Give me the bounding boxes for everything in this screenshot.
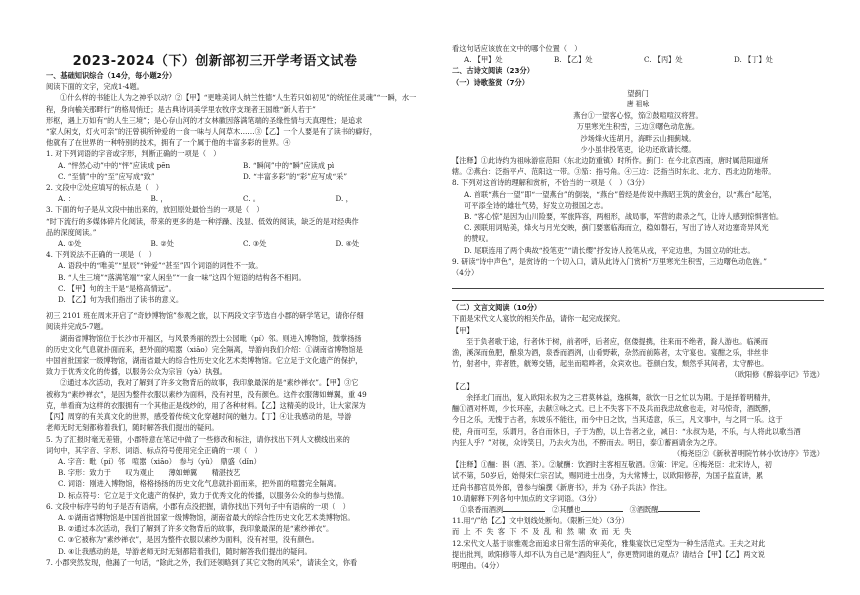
question-6: 6. 文段中标序号的句子是否有语病，小郡有点没把握，请你找出下列句子中有语病的一项（ ） xyxy=(46,501,350,511)
source-citation: （梅尧臣②《新秋普明院竹林小饮诗序》节选） xyxy=(673,448,824,458)
option-a: A. “怦然心动”中的“怦”应读成 pēn xyxy=(58,160,171,170)
question-4: 4. 下列说法不正确的一项是（ ） xyxy=(46,250,156,260)
option-d: D. ④让我感动的是，导游老师无时无刻都陪着我们，随时解答我们提出的疑问。 xyxy=(58,546,312,556)
poem-note: 辖。②燕台：泛指平卢、范阳这一带。③笳：指号角。④三边：泛指当时东北、北方、西北边防地带。 xyxy=(452,167,776,177)
passage-line: 的历史文化气息就扑面而来，把外面的喧嚣（xiāo）完全隔离，导游向我们介绍：①湖南省博物馆是 xyxy=(46,344,363,354)
answer-line[interactable] xyxy=(452,290,824,301)
option-a: A. 字音：毗（pí）邻 喧嚣（xiāo） 参与（yǔ） 鼎盛（dǐn） xyxy=(58,456,261,466)
option-d: D. 尾联连用了两个典故“投笔吏”“请长缨”抒发诗人投笔从戎，平定边患，为国立功的壮志。 xyxy=(464,245,755,255)
note-line: 迁尚书都官员外郎，曾参与编撰《新唐书》，并为《孙子兵法》作注。 xyxy=(452,482,672,492)
subsection-heading: （一）诗歌鉴赏（7分） xyxy=(452,77,529,87)
passage-line: 竹，射者中，弈者胜，觥筹交错，起坐而喧哗者，众宾欢也。苍颜白发，颓然乎其间者，太守醉也。 xyxy=(452,359,769,369)
option-c: C. 词语：刚进入博物馆，格格扬扬的历史文化气息就扑面而来，把外面的喧嚣完全隔离。 xyxy=(58,479,341,489)
passage-line: 至于负者歌于途，行者休于树，前者呼，后者应，伛偻提携，往来而不绝者，滁人游也。临溪而 xyxy=(466,336,768,346)
option-b: B. ②通过本次活动，我们了解到了许多文物背后的故事，我印象最深的是“素纱禅衣”。 xyxy=(58,524,334,534)
question-9: 9. 研读“诗中声色”，是赏诗的一个切入口，请从此诗入门赏析“万里寒光生积雪，三边曙色动危旌。” xyxy=(452,256,767,266)
option-d: D. 【丁】处 xyxy=(734,55,773,65)
question-12: 12.宋代文人基于崇雅观念而追求日常生活的审美化，雅集宴饮已定型为一种生活范式。王夫之对此 xyxy=(452,538,766,548)
section-heading: 二、古诗文阅读（23分） xyxy=(452,66,534,76)
question-2: 2. 文段中②处应填写的标点是（ ） xyxy=(46,183,163,193)
item: ①泉香而酒洌 xyxy=(460,504,504,514)
text-label-yi: 【乙】 xyxy=(452,381,474,391)
passage-line: 中国首批国家一级博物馆，湖南省最大的综合性历史文化艺术类博物馆。它立足于文化遗产的保护， xyxy=(46,356,363,366)
note-line: 【注释】①酾：斟（酒、茶）。②觥酬：饮酒时主客相互敬酒。③策：评定。④梅尧臣：北宋诗人，初 xyxy=(452,460,772,470)
option-a: A. ①湖南省博物馆是中国首批国家一级博物馆，湖南省最大的综合性历史文化艺术类博物馆。 xyxy=(58,512,355,522)
option-a-cont: 可平添全诗的雄壮气势，好发立功报国之志。 xyxy=(464,200,608,210)
passage-line: 形枢，遇上万如有“的人生三境”；是心存山河的才女林徽因落满笔端的圣缘性情与天真理性；是追求 xyxy=(46,115,363,125)
poem-title: 望蓟门 xyxy=(627,88,649,98)
question-7-cont: 看这句话应该放在文中的哪个位置（ ） xyxy=(452,44,582,53)
option-b: B. “客心惊”是因为山川险要，军旅阵容，两相形，战局事，军营的肃杀之气，让诗人感到惊惧害怕。 xyxy=(464,212,784,222)
passage-line: “家人闲支，灯火可亲”的汪曾祺所钟爱的一食一味与人间草木……③【乙】一个人要是有了读书的癖好， xyxy=(46,127,377,137)
option-d: D. 标点符号：它立足于文化遗产的保护，致力于优秀文化的传播，以服务公众的参与热情。 xyxy=(58,490,349,500)
passage-line: ①什么样的书能让人为之神乎以动？②【甲】“更唯美词人纳兰性德“人生若只如初见”的统怔住灵魂”“一瞬，水一程，身向榆关那畔行”的格局悄迁；是古典诗词美学里农牧序支现者王国维“新人若于” xyxy=(46,93,417,114)
poem-author: 唐 祖咏 xyxy=(626,100,650,109)
poem-line: 少小虽非投笔吏，论功还欲请长缨。 xyxy=(580,144,696,154)
passage-2-intro: 初三 2101 班在周末开启了“奇妙博物馆”参观之旅，以下两段文字节选自小郡的研学笔记，请你仔细 xyxy=(46,311,364,321)
passage-line: 被称为“素纱禅衣”，是因为整件衣服以素纱为面料，没有衬里，没有颜色。这件衣服薄如蝉翼，重 49 xyxy=(46,389,367,399)
question-12-cont: 明理由。（4分） xyxy=(452,560,504,570)
question-3-options xyxy=(46,238,428,249)
source-citation: （欧阳修《醉翁亭记》节选） xyxy=(730,370,824,380)
option-b: B. “人生三境”“落满笔端”“家人闲坐”“一食一味”这四个短语的结构各不相同。 xyxy=(58,272,306,282)
option-b: B. “瞬间”中的“瞬”应读成 pì xyxy=(243,160,335,170)
question-10-items xyxy=(452,504,824,515)
passage-line: 今日之乐，无愧于古者，东坡乐不能往，而今中日之饮，当其适意，乐三，凡文事中，与之同一乐。这于 xyxy=(452,415,783,425)
question-3-quote: 品的深度阅读。” xyxy=(46,227,97,237)
passage-line: ②通过本次活动，我对了解到了许多文物背后的故事，我印象最深的是“素纱禅衣”。【甲】③它 xyxy=(60,378,359,388)
passage-line: 湖南省博物馆位于长沙市开福区，与风景秀丽的烈士公园毗（pí）邻。则进入博物馆，鼓掌扬扬 xyxy=(60,333,362,343)
question-10: 10.请解释下列各句中加点的文字词语。（3分） xyxy=(452,493,601,503)
option-a: A. ①处 xyxy=(58,239,82,249)
passage-line: 内狂人乎？”对视，众诗笑日，乃去火为出，不醉而去。明日，泰①蓄画请余为之序。 xyxy=(452,437,722,447)
question-11-text: 而 上 不 失 客 下 不 及 乱 和 然 啸 欢 而 无 失 xyxy=(452,527,633,537)
question-12-cont: 提出批判，欧阳修等人却不认为自己是“酒肉狂人”，你更赞同谁的观点？请结合【甲】【乙】两文说 xyxy=(452,549,765,559)
option-a: A. ： xyxy=(58,194,75,204)
question-1-options xyxy=(46,160,428,182)
option-c: C. 。 xyxy=(243,194,260,204)
option-d: D. ④处 xyxy=(335,239,360,249)
option-c: C. 【甲】句的主干是“是格高情远”。 xyxy=(58,283,176,293)
question-3-quote: “时下流行的多媒体碎片化阅读，带来的更多的是一种浮躁、浅显、低效的阅读，缺乏的是对经典作 xyxy=(46,216,359,226)
question-7-options xyxy=(452,54,824,65)
text-label-jia: 【甲】 xyxy=(452,325,474,335)
poem-line: 万里寒光生积雪，三边③曙色动危旌。 xyxy=(576,122,700,132)
passage-line: 老师无时无刻都称着我们，随时解答我们提出的疑问。 xyxy=(46,423,219,433)
option-a: A. 语段中的“唯美”“星辰”“钟爱”“甚至”四个词语的词性不一致。 xyxy=(58,261,263,271)
poem xyxy=(452,88,824,155)
option-d: D. ， xyxy=(335,194,353,204)
question-1: 1. 对下列词语的字音或字形，判断正确的一项是（ ） xyxy=(46,149,221,159)
answer-blank[interactable] xyxy=(581,504,623,512)
subsection-heading: （二）文言文阅读（10分） xyxy=(452,303,542,313)
left-column xyxy=(46,70,428,568)
option-d: D. 【乙】句为我们指出了读书的意义。 xyxy=(58,295,184,305)
poem-note: 【注释】①此诗约为祖咏游宦范阳（东北边防重镇）时所作。蓟门：在今北京西南，唐时属范阳道所 xyxy=(452,156,769,166)
option-b: B. ， xyxy=(150,194,168,204)
passage-line: 使，舟而可至，乐谓月，各自而休日，子于为酌，以上告者之业，减日：“永叔为是，不乐，与人将此以歌当酒 xyxy=(452,426,801,436)
passage-line: 克，单看商为这样的衣服拥有一个其他正是线纱的，用了各种材料。【乙】这精美的设计，让大家深为 xyxy=(46,400,366,410)
item: ②其醺也 xyxy=(552,504,581,514)
answer-blank[interactable] xyxy=(658,504,700,512)
poem-line: 燕台①一望客心惊，笳②鼓喧喧汉将营。 xyxy=(573,111,703,121)
option-d: D. “丰富多彩”的“彩”应写成“采” xyxy=(243,171,347,181)
question-5-cont: 词句中，其字音、字形、词语、标点符号使用完全正确的一项（ ） xyxy=(46,445,262,455)
exam-title: 2023-2024（下）创新部初三开学考语文试卷 xyxy=(72,54,358,69)
passage-line: 致力于优秀文化的传播，以服务公众为宗旨（yà）执强。 xyxy=(46,367,227,377)
right-column xyxy=(452,43,824,571)
passage-reading xyxy=(46,92,428,148)
answer-blank[interactable] xyxy=(503,504,545,512)
option-c: C. “至情”中的“至”应写成“致” xyxy=(58,171,155,181)
note-line: 试不第，50岁后，始得宋仁宗召试，赐同进士出身，为大常博士，以欧阳修荐，为国子监直讲，累 xyxy=(452,471,764,481)
item: ③酒既醒 xyxy=(629,504,659,514)
option-c: C. ③它被称为“素纱禅衣”，是因为整件衣服以素纱为面料，没有衬里，没有颜色。 xyxy=(58,535,319,545)
question-11: 11.用“/”给【乙】文中划线处断句。（限断三处）（3分） xyxy=(452,516,629,526)
option-c: C. 颈联用词贴美，烽火与月光交映，蓟门要塞临海而立，稳如磐石，写出了诗人对边塞奇异风光 xyxy=(464,223,769,233)
section-intro: 阅读下面的文字，完成1-4题。 xyxy=(46,82,144,92)
question-2-options xyxy=(46,193,428,204)
option-b: B. ②处 xyxy=(150,239,174,249)
option-a: A. 【甲】处 xyxy=(464,55,503,65)
question-9-points: （4分） xyxy=(452,268,479,278)
passage-line: 酾①酒对杯周，少长环座，去献③咏之式。已上不失客下不及兵而我忠故愈也走，对马惊奇，酒既醉， xyxy=(452,404,776,414)
option-c-cont: 的赞叹。 xyxy=(464,234,493,244)
question-8: 8. 下列对这首诗的理解和赏析，不恰当的一项是（ ）（3分） xyxy=(452,178,649,188)
option-b: B. 【乙】处 xyxy=(554,55,593,65)
question-7: 7. 小郡突然发现，他漏了一句话，“除此之外，我们还领略到了其它文物的风采”，请读全文，你看 xyxy=(46,557,358,567)
section-heading: 一、基础知识综合（14分，每小题2分） xyxy=(46,71,177,80)
passage-2-intro: 阅读并完成5-7题。 xyxy=(46,322,108,332)
option-b: B. 字形：致力于 叹为观止 薄如蝉翼 精湛技艺 xyxy=(58,468,241,478)
poem-line: 沙场烽火连胡月，海畔云山拥蓟城。 xyxy=(580,133,696,143)
passage-museum xyxy=(46,333,428,434)
subsection-intro: 下面是宋代文人宴饮的相关作品，请你一起完成探究。 xyxy=(452,314,625,324)
option-c: C. 【丙】处 xyxy=(644,55,683,65)
question-5: 5. 为了汇报时毫无差错，小郡特意在笔记中做了一些修改和标注，请你找出下列人文横线出来的 xyxy=(46,434,350,444)
passage-line: 余择北门而出，复入欧阳永叔为之三君莫林益，逸棋舞，欲饮一日之忙以为期。于是择着明精井， xyxy=(466,392,776,402)
option-c: C. ③处 xyxy=(243,239,267,249)
option-a: A. 首联“燕台一望”即“一望燕台”的倒装，“燕台”曾经是传说中燕昭王筑的黄金台，以“燕台”起笔， xyxy=(464,189,777,199)
question-3: 3. 下面的句子是从文段中抽出来的，放回原处最恰当的一项是（ ） xyxy=(46,205,264,215)
passage-line: 渔，溪深而鱼肥，酿泉为酒，泉香而酒洌，山肴野蔌，杂然而前陈者，太守宴也。宴酣之乐，非丝非 xyxy=(452,348,769,358)
passage-line: 【丙】周穿的有关真文化的世界，感受着传统文化穿越时间的魅力。【丁】④让我感动的是，导游 xyxy=(46,412,352,422)
passage-line: 他就有了在世界的一种特别的技术，拥有了一个属于他的丰富多彩的世界。④ xyxy=(46,138,291,148)
answer-line[interactable] xyxy=(452,278,824,289)
